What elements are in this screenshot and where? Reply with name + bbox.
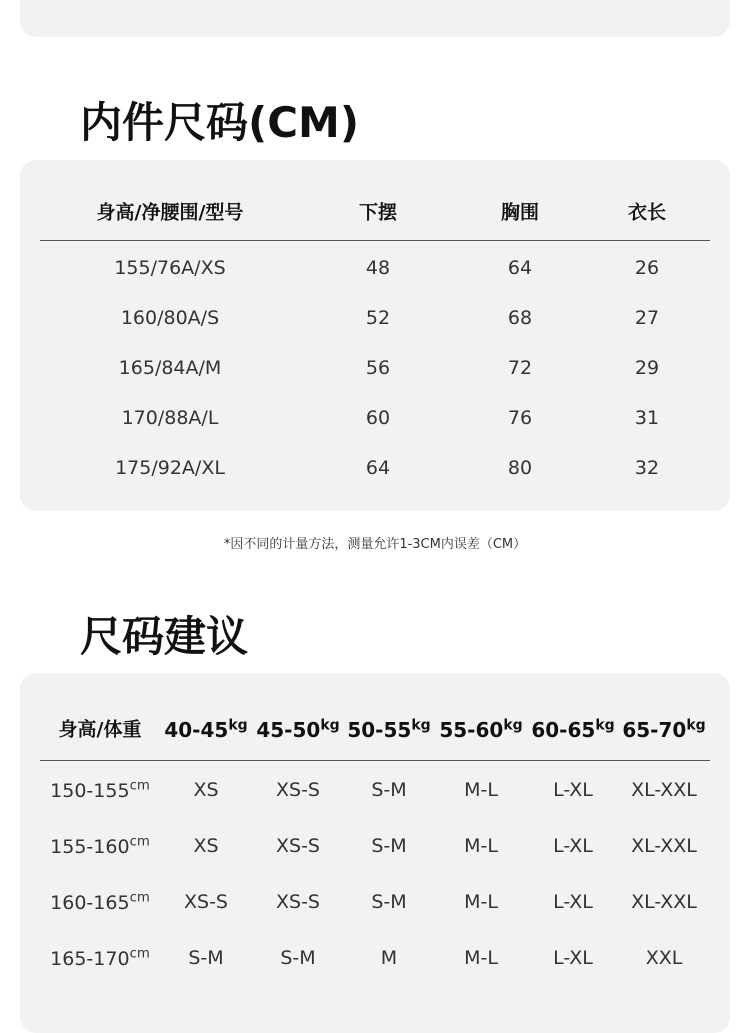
table-cell: 64 <box>507 257 533 279</box>
weight-range-header-value: 40-45 <box>164 718 229 742</box>
table-cell: 160/80A/S <box>120 307 220 329</box>
height-range-label-unit: cm <box>129 890 150 906</box>
size-cell: XL-XXL <box>631 835 697 857</box>
previous-section-panel <box>20 0 730 37</box>
size-cell: XL-XXL <box>631 891 697 913</box>
size-cell: M-L <box>464 779 498 801</box>
inner-size-title: 内件尺码(CM) <box>80 98 360 147</box>
size-recommendation-title: 尺码建议 <box>80 612 249 661</box>
inner-size-table <box>20 160 730 511</box>
weight-range-header-unit: kg <box>320 717 340 734</box>
height-range-label-value: 155-160 <box>50 836 130 858</box>
size-cell: XS-S <box>276 779 320 801</box>
table-cell: 80 <box>507 457 533 479</box>
weight-range-header-value: 55-60 <box>439 718 504 742</box>
table-cell: 27 <box>634 307 660 329</box>
size-cell: S-M <box>188 947 224 969</box>
size-cell: XS <box>193 835 219 857</box>
size-recommendation-table <box>20 673 730 1033</box>
weight-range-header-unit: kg <box>411 717 431 734</box>
table-cell: 31 <box>634 407 660 429</box>
table-cell: 29 <box>634 357 660 379</box>
column-header: 身高/净腰围/型号 <box>96 201 244 224</box>
size-cell: S-M <box>371 835 407 857</box>
table-cell: 175/92A/XL <box>115 457 225 479</box>
height-range-label-unit: cm <box>129 778 150 794</box>
weight-range-header <box>622 718 705 742</box>
size-cell: XS-S <box>184 891 228 913</box>
header-divider <box>40 760 710 761</box>
table-cell: 76 <box>507 407 533 429</box>
corner-header: 身高/体重 <box>58 718 142 741</box>
size-cell: XXL <box>645 947 683 969</box>
table-cell: 52 <box>365 307 391 329</box>
weight-range-header <box>531 718 614 742</box>
table-cell: 32 <box>634 457 660 479</box>
weight-range-header-value: 65-70 <box>622 718 687 742</box>
table-cell: 155/76A/XS <box>114 257 226 279</box>
column-header: 衣长 <box>627 201 667 224</box>
weight-range-header-value: 50-55 <box>347 718 412 742</box>
weight-range-header <box>164 718 247 742</box>
table-cell: 170/88A/L <box>121 407 219 429</box>
size-cell: L-XL <box>553 947 593 969</box>
size-cell: M-L <box>464 947 498 969</box>
size-cell: S-M <box>371 779 407 801</box>
table-cell: 60 <box>365 407 391 429</box>
size-cell: S-M <box>371 891 407 913</box>
column-header: 胸围 <box>500 201 540 224</box>
table-cell: 48 <box>365 257 391 279</box>
table-cell: 26 <box>634 257 660 279</box>
weight-range-header <box>347 718 430 742</box>
header-divider <box>40 240 710 241</box>
size-cell: M-L <box>464 835 498 857</box>
height-range-label <box>50 780 150 802</box>
height-range-label-value: 160-165 <box>50 892 130 914</box>
height-range-label <box>50 948 150 970</box>
size-cell: XS-S <box>276 835 320 857</box>
weight-range-header-unit: kg <box>595 717 615 734</box>
weight-range-header-value: 45-50 <box>256 718 321 742</box>
size-cell: L-XL <box>553 835 593 857</box>
height-range-label-unit: cm <box>129 834 150 850</box>
weight-range-header-unit: kg <box>228 717 248 734</box>
table-cell: 72 <box>507 357 533 379</box>
size-cell: M-L <box>464 891 498 913</box>
weight-range-header-unit: kg <box>503 717 523 734</box>
height-range-label-value: 150-155 <box>50 780 130 802</box>
weight-range-header-unit: kg <box>686 717 706 734</box>
table-cell: 165/84A/M <box>118 357 222 379</box>
table-cell: 68 <box>507 307 533 329</box>
table-cell: 64 <box>365 457 391 479</box>
size-cell: XL-XXL <box>631 779 697 801</box>
weight-range-header <box>256 718 339 742</box>
table-cell: 56 <box>365 357 391 379</box>
height-range-label <box>50 836 150 858</box>
height-range-label-value: 165-170 <box>50 948 130 970</box>
measurement-note: *因不同的计量方法，测量允许1-3CM内误差（CM） <box>223 537 527 552</box>
size-cell: XS <box>193 779 219 801</box>
size-cell: M <box>380 947 398 969</box>
column-header: 下摆 <box>358 201 398 224</box>
size-cell: L-XL <box>553 779 593 801</box>
size-cell: XS-S <box>276 891 320 913</box>
height-range-label <box>50 892 150 914</box>
weight-range-header-value: 60-65 <box>531 718 596 742</box>
height-range-label-unit: cm <box>129 946 150 962</box>
size-cell: S-M <box>280 947 316 969</box>
size-cell: L-XL <box>553 891 593 913</box>
weight-range-header <box>439 718 522 742</box>
